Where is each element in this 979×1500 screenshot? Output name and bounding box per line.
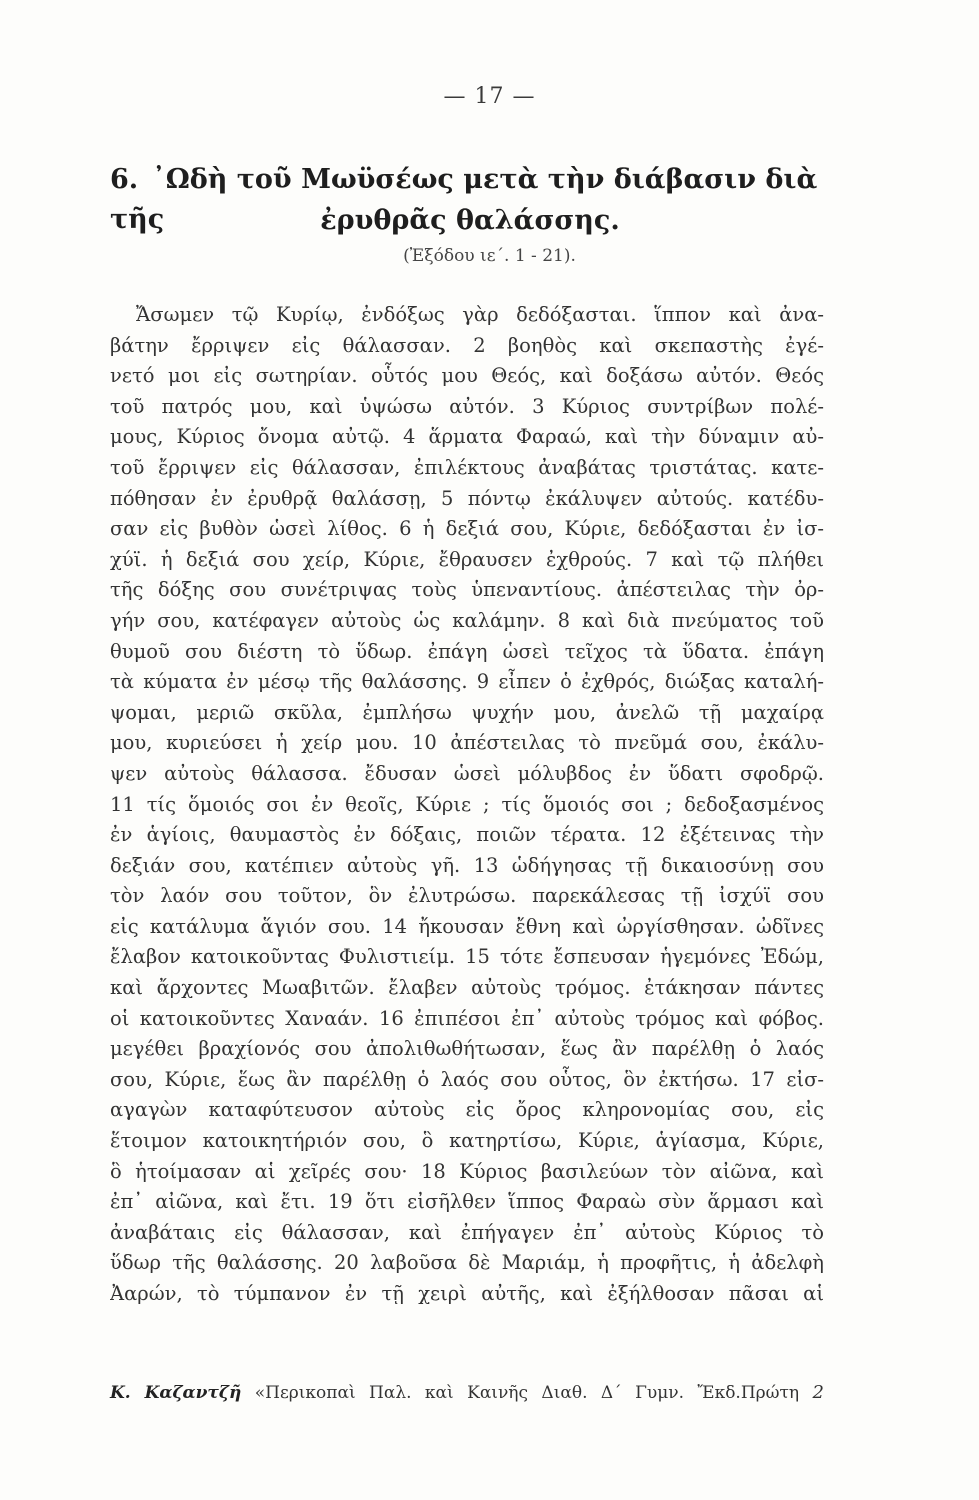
text-line: πόθησαν ἐν ἐρυθρᾷ θαλάσσῃ, 5 πόντῳ ἐκάλυψεν αὐτούς. κατέδυ- [110,486,824,510]
footer-author: Κ. Καζαντζῆ [110,1383,242,1403]
text-line: Ἀαρών, τὸ τύμπανον ἐν τῇ χειρὶ αὐτῆς, καὶ ἐξήλθοσαν πᾶσαι αἱ [110,1282,824,1305]
section-heading-line-2: ἐρυθρᾶς θαλάσσης. [320,205,620,236]
text-line: ἐν ἁγίοις, θαυμαστὸς ἐν δόξαις, ποιῶν τέρατα. 12 ἐξέτεινας τὴν [110,823,824,847]
text-line: δεξιάν σου, κατέπιεν αὐτοὺς γῆ. 13 ὡδήγησας τῇ δικαιοσύνῃ σου [110,853,824,877]
text-line: οἱ κατοικοῦντες Χαναάν. 16 ἐπιπέσοι ἐπ᾿ αὐτοὺς τρόμος καὶ φόβος. [110,1006,824,1030]
page-number: — 17 — [443,84,536,109]
text-line: Ἄσωμεν τῷ Κυρίῳ, ἐνδόξως γὰρ δεδόξασται. ἵππον καὶ ἀνα- [136,303,824,326]
text-line: ἀναβάταις εἰς θάλασσαν, καὶ ἐπήγαγεν ἐπ᾿ αὐτοὺς Κύριος τὸ [110,1220,824,1244]
text-line: μεγέθει βραχίονός σου ἀπολιθωθήτωσαν, ἕως ἂν παρέλθῃ ὁ λαός [110,1037,824,1061]
text-line: αγαγὼν καταφύτευσον αὐτοὺς εἰς ὄρος κληρονομίας σου, εἰς [110,1098,824,1122]
text-line: τοῦ πατρός μου, καὶ ὑψώσω αὐτόν. 3 Κύριος συντρίβων πολέ- [110,394,824,418]
text-line: 11 τίς ὅμοιός σοι ἐν θεοῖς, Κύριε ; τίς ὅμοιός σοι ; δεδοξασμένος [110,792,824,816]
signature-mark: 2 [812,1382,824,1403]
body-text [110,300,824,1310]
text-line: καὶ ἄρχοντες Μωαβιτῶν. ἔλαβεν αὐτοὺς τρόμος. ἐτάκησαν πάντες [110,976,824,1000]
section-number: 6. [110,164,139,195]
section-title-part-1: ᾿Ωδὴ τοῦ Μωϋσέως μετὰ τὴν διάβασιν διὰ τῆς [110,164,818,235]
text-line: σαν εἰς βυθὸν ὡσεὶ λίθος. 6 ἡ δεξιά σου, Κύριε, δεδόξασται ἐν ἰσ- [110,517,824,541]
text-line: ψεν αὐτοὺς θάλασσα. ἔδυσαν ὡσεὶ μόλυβδος ἐν ὕδατι σφοδρῷ. [110,761,824,785]
text-line: βάτην ἔρριψεν εἰς θάλασσαν. 2 βοηθὸς καὶ σκεπαστὴς ἐγέ- [110,333,824,357]
text-line: χύϊ. ἡ δεξιά σου χείρ, Κύριε, ἔθραυσεν ἐχθρούς. 7 καὶ τῷ πλήθει [110,547,824,571]
text-line: ἔλαβον κατοικοῦντας Φυλιστιείμ. 15 τότε ἔσπευσαν ἡγεμόνες Ἐδώμ, [110,945,824,969]
text-line: ὕδωρ τῆς θαλάσσης. 20 λαβοῦσα δὲ Μαριάμ, ἡ προφῆτις, ἡ ἀδελφὴ [110,1251,824,1275]
text-line: νετό μοι εἰς σωτηρίαν. οὗτός μου Θεός, καὶ δοξάσω αὐτόν. Θεός [110,364,824,388]
text-line: τῆς δόξης σου συνέτριψας τοὺς ὑπεναντίους. ἀπέστειλας τὴν ὀρ- [110,578,824,602]
text-line: θυμοῦ σου διέστη τὸ ὕδωρ. ἐπάγη ὡσεὶ τεῖχος τὰ ὕδατα. ἐπάγη [110,639,824,663]
text-line: ἕτοιμον κατοικητήριόν σου, ὃ κατηρτίσω, Κύριε, ἁγίασμα, Κύριε, [110,1129,824,1153]
text-line: τὸν λαόν σου τοῦτον, ὃν ἐλυτρώσω. παρεκάλεσας τῇ ἰσχύϊ σου [110,884,824,908]
text-line: εἰς κατάλυμα ἅγιόν σου. 14 ἤκουσαν ἔθνη καὶ ὠργίσθησαν. ὠδῖνες [110,914,824,938]
page-footer [110,1380,824,1406]
text-line: ἐπ᾿ αἰῶνα, καὶ ἔτι. 19 ὅτι εἰσῆλθεν ἵππος Φαραὼ σὺν ἅρμασι καὶ [110,1190,824,1214]
text-line: τοῦ ἔρριψεν εἰς θάλασσαν, ἐπιλέκτους ἀναβάτας τριστάτας. κατε- [110,455,824,479]
footer-title: «Περικοπαὶ Παλ. καὶ Καινῆς Διαθ. Δ΄ Γυμν. Ἔκδ.Πρώτη [254,1383,800,1403]
text-line: ὃ ἡτοίμασαν αἱ χεῖρές σου· 18 Κύριος βασιλεύων τὸν αἰῶνα, καὶ [110,1159,824,1183]
text-line: μους, Κύριος ὄνομα αὐτῷ. 4 ἅρματα Φαραώ, καὶ τὴν δύναμιν αὐ- [110,425,824,449]
scripture-reference: (Ἐξόδου ιε΄. 1 - 21). [403,246,576,266]
text-line: μου, κυριεύσει ἡ χείρ μου. 10 ἀπέστειλας τὸ πνεῦμά σου, ἐκάλυ- [110,731,824,755]
text-line: ψομαι, μεριῶ σκῦλα, ἐμπλήσω ψυχήν μου, ἀνελῶ τῇ μαχαίρᾳ [110,700,824,724]
text-line: τὰ κύματα ἐν μέσῳ τῆς θαλάσσης. 9 εἶπεν ὁ ἐχθρός, διώξας καταλή- [110,670,824,694]
text-line: γήν σου, κατέφαγεν αὐτοὺς ὡς καλάμην. 8 καὶ διὰ πνεύματος τοῦ [110,608,824,632]
text-line: σου, Κύριε, ἕως ἂν παρέλθῃ ὁ λαός σου οὗτος, ὃν ἐκτήσω. 17 εἰσ- [110,1067,824,1091]
